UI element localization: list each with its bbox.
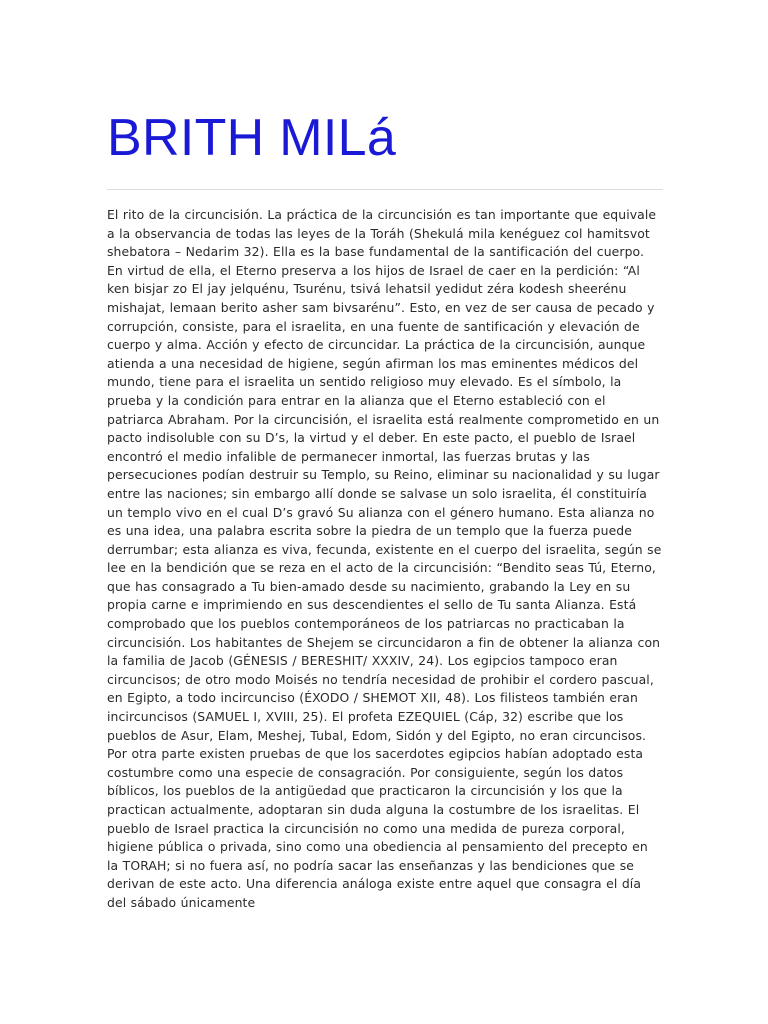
page-title: BRITH MILá [107, 109, 397, 167]
title-divider [107, 189, 663, 190]
document-page [107, 108, 663, 913]
body-paragraph: El rito de la circuncisión. La práctica de la circuncisión es tan importante que equivale a la observancia de todas las leyes de la Toráh (Shekulá mila kenéguez col hamitsvot shebatora – Nedarim 32). Ella es la base fundamental de la santificación del cuerpo. En virtud de ella, el Eterno preserva a los hijos de Israel de caer en la perdición: “Al ken bisjar zo El jay jelquénu, Tsurénu, tsivá lehatsil yedidut zéra kodesh sheerénu mishajat, lemaan berito asher sam bivsarénu”. Esto, en vez de ser causa de pecado y corrupción, consiste, para el israelita, en una fuente de santificación y elevación de cuerpo y alma. Acción y efecto de circuncidar. La práctica de la circuncisión, aunque atienda a una necesidad de higiene, según afirman los mas eminentes médicos del mundo, tiene para el israelita un sentido religioso muy elevado. Es el símbolo, la prueba y la condición para entrar en la alianza que el Eterno estableció con el patriarca Abraham. Por la circuncisión, el israelita está realmente comprometido en un pacto indisoluble con su D’s, la virtud y el deber. En este pacto, el pueblo de Israel encontró el medio infalible de permanecer inmortal, las fuerzas brutas y las persecuciones podían destruir su Templo, su Reino, eliminar su nacionalidad y su lugar entre las naciones; sin embargo allí donde se salvase un solo israelita, él constituiría un templo vivo en el cual D’s gravó Su alianza con el género humano. Esta alianza no es una idea, una palabra escrita sobre la piedra de un templo que la fuerza puede derrumbar; esta alianza es viva, fecunda, existente en el cuerpo del israelita, según se lee en la bendición que se reza en el acto de la circuncisión: “Bendito seas Tú, Eterno, que has consagrado a Tu bien-amado desde su nacimiento, grabando la Ley en su propia carne e imprimiendo en sus descendientes el sello de Tu santa Alianza. Está comprobado que los pueblos contemporáneos de los patriarcas no practicaban la circuncisión. Los habitantes de Shejem se circuncidaron a fin de obtener la alianza con la familia de Jacob (GÉNESIS / BERESHIT/ XXXIV, 24). Los egipcios tampoco eran circuncisos; de otro modo Moisés no tendría necesidad de prohibir el cordero pascual, en Egipto, a todo incircunciso (ÉXODO / SHEMOT XII, 48). Los filisteos también eran incircuncisos (SAMUEL I, XVIII, 25). El profeta EZEQUIEL (Cáp, 32) escribe que los pueblos de Asur, Elam, Meshej, Tubal, Edom, Sidón y del Egipto, no eran circuncisos. Por otra parte existen pruebas de que los sacerdotes egipcios habían adoptado esta costumbre como una especie de consagración. Por consiguiente, según los datos bíblicos, los pueblos de la antigüedad que practicaron la circuncisión y los que la practican actualmente, adoptaran sin duda alguna la costumbre de los israelitas. El pueblo de Israel practica la circuncisión no como una medida de pureza corporal, higiene pública o privada, sino como una obediencia al pensamiento del precepto en la TORAH; si no fuera así, no podría sacar las enseñanzas y las bendiciones que se derivan de este acto. Una diferencia análoga existe entre aquel que consagra el día del sábado únicamente [107, 207, 662, 910]
